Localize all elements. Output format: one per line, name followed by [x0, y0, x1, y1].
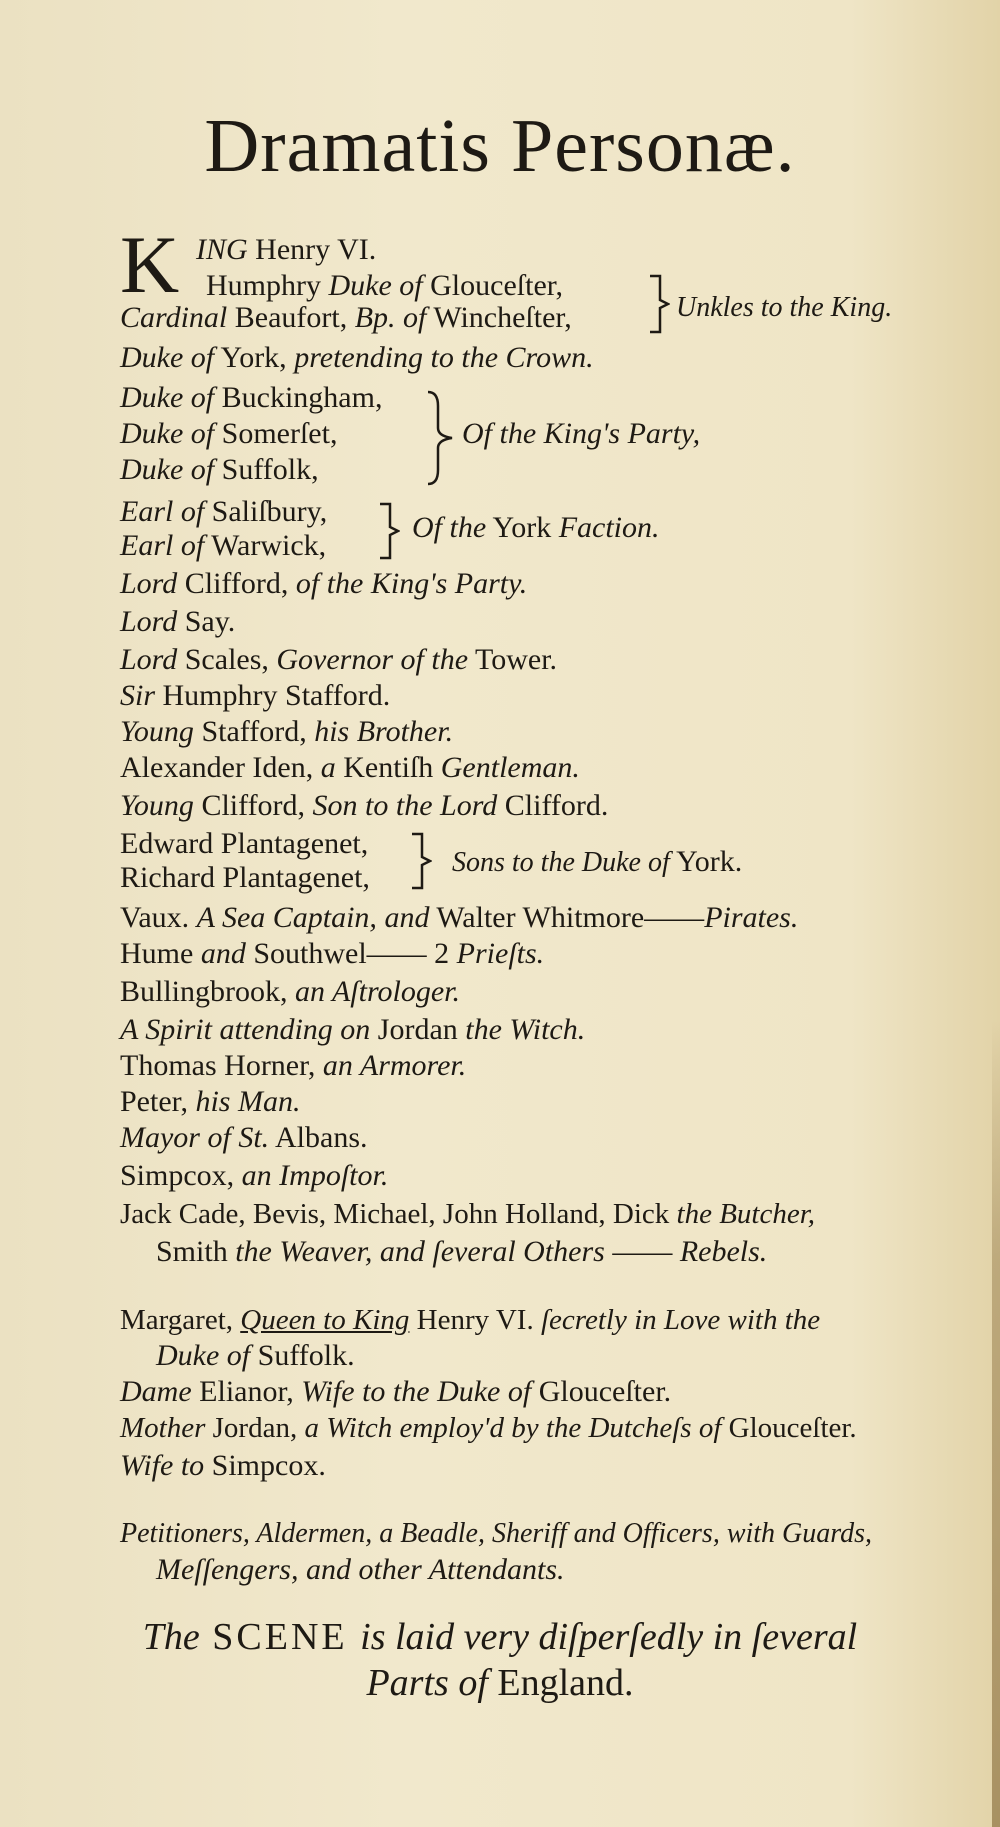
entry-attendants-line2: Meſſengers, and other Attendants.: [156, 1553, 565, 1586]
brace-york-faction: [378, 500, 400, 562]
scene-line2: Parts of England.: [366, 1662, 634, 1704]
entry-humphry-stafford: Sir Humphry Stafford.: [120, 679, 391, 712]
entry-say: Lord Say.: [120, 605, 236, 638]
drop-cap: K: [120, 219, 180, 310]
entry-wife: Wife to Simpcox.: [120, 1449, 326, 1482]
entry-king: ING Henry VI.: [196, 233, 377, 266]
entry-humphry: Humphry Duke of Glouceſter,: [206, 269, 564, 302]
entry-suffolk: Duke of Suffolk,: [120, 453, 319, 486]
entry-young-stafford: Young Stafford, his Brother.: [120, 715, 454, 748]
entry-peter: Peter, his Man.: [120, 1085, 301, 1118]
entry-margaret-line2: Duke of Suffolk.: [156, 1339, 355, 1372]
group-uncles: Unkles to the King.: [676, 292, 893, 323]
group-kings-party: Of the King's Party,: [462, 417, 701, 450]
entry-edward: Edward Plantagenet,: [120, 827, 369, 860]
brace-sons: [410, 830, 432, 892]
entry-iden: Alexander Iden, a Kentiſh Gentleman.: [120, 751, 580, 784]
group-sons: Sons to the Duke of York.: [452, 845, 743, 878]
scene-line1: The SCENE is laid very diſperſedly in ſeveral: [142, 1616, 858, 1658]
page-title: Dramatis Personæ.: [204, 104, 796, 188]
entry-clifford: Lord Clifford, of the King's Party.: [120, 567, 528, 600]
entry-margaret-line1: Margaret, Queen to King Henry VI. ſecretly in Love with the: [120, 1304, 821, 1336]
entry-bullingbrook: Bullingbrook, an Aſtrologer.: [120, 975, 461, 1008]
entry-rebels-line2: Smith the Weaver, and ſeveral Others —— Rebels.: [156, 1235, 768, 1268]
entry-salisbury: Earl of Saliſbury,: [120, 495, 328, 528]
entry-york: Duke of York, pretending to the Crown.: [120, 341, 594, 374]
entry-young-clifford: Young Clifford, Son to the Lord Clifford.: [120, 789, 609, 822]
group-york-faction: Of the York Faction.: [412, 511, 660, 544]
entry-vaux: Vaux. A Sea Captain, and Walter Whitmore——Pirates.: [120, 901, 799, 934]
entry-spirit: A Spirit attending on Jordan the Witch.: [120, 1013, 586, 1046]
entry-somerset: Duke of Somerſet,: [120, 417, 338, 450]
entry-simpcox: Simpcox, an Impoſtor.: [120, 1159, 389, 1192]
entry-richard: Richard Plantagenet,: [120, 861, 370, 894]
entry-jordan: Mother Jordan, a Witch employ'd by the Dutcheſs of Glouceſter.: [120, 1412, 857, 1444]
entry-beaufort: Cardinal Beaufort, Bp. of Wincheſter,: [120, 301, 572, 334]
entry-attendants-line1: Petitioners, Aldermen, a Beadle, Sheriff and Officers, with Guards,: [120, 1518, 873, 1549]
brace-kings-party: [424, 388, 456, 488]
entry-rebels-line1: Jack Cade, Bevis, Michael, John Holland, Dick the Butcher,: [120, 1198, 816, 1230]
entry-hume: Hume and Southwel—— 2 Prieſts.: [120, 937, 545, 970]
entry-scales: Lord Scales, Governor of the Tower.: [120, 643, 558, 676]
entry-warwick: Earl of Warwick,: [120, 529, 327, 562]
brace-uncles: [648, 272, 670, 336]
entry-buckingham: Duke of Buckingham,: [120, 381, 383, 414]
entry-horner: Thomas Horner, an Armorer.: [120, 1049, 467, 1082]
entry-mayor: Mayor of St. Albans.: [120, 1121, 368, 1154]
entry-elianor: Dame Elianor, Wife to the Duke of Glouceſter.: [120, 1375, 672, 1408]
